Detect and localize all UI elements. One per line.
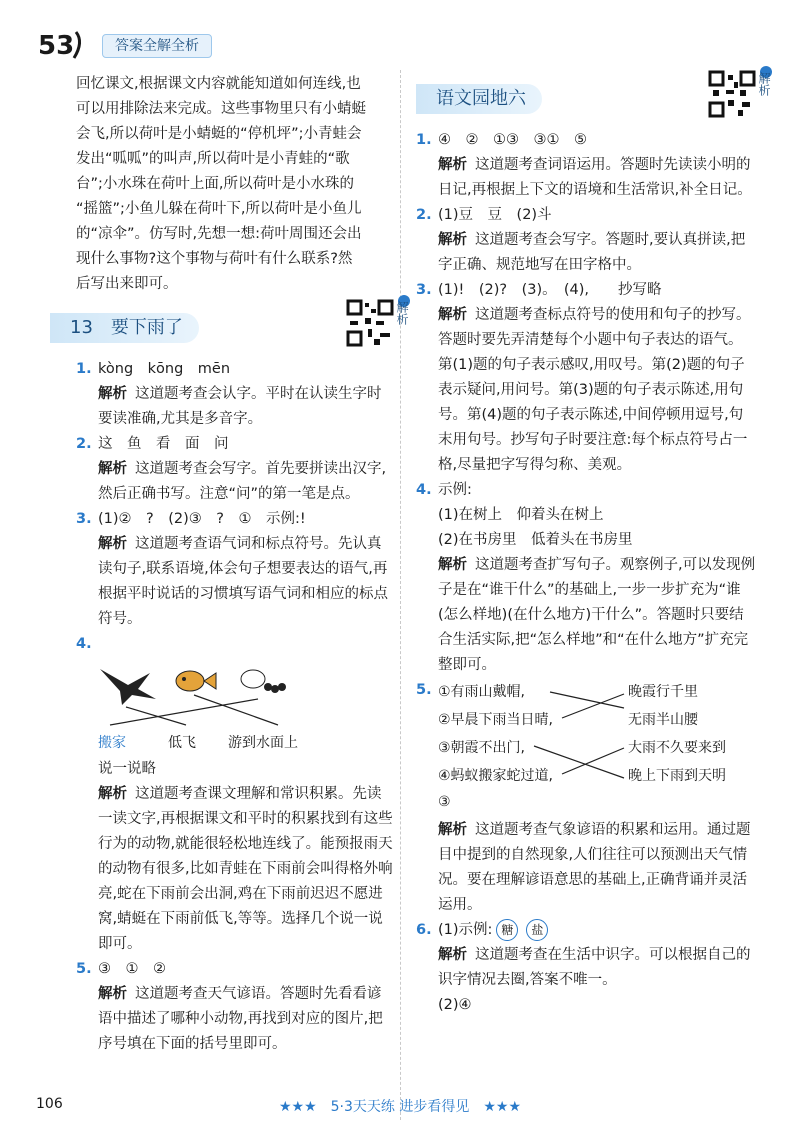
qr-caption: 解析 bbox=[757, 72, 771, 96]
left-column bbox=[70, 72, 409, 1057]
brand-logo-icon bbox=[36, 24, 98, 64]
section-header-lesson13 bbox=[70, 301, 409, 351]
circled-char: 盐 bbox=[526, 919, 548, 941]
question-1: 1. ④ ② ①③ ③① ⑤ 解析 这道题考查词语运用。答题时先读读小明的日记,再根据上下文的语境和生活常识,补全日记。 bbox=[416, 132, 752, 198]
proverb-left-item: ④蚂蚁搬家蛇过道, bbox=[438, 768, 554, 784]
svg-text:53: 53 bbox=[38, 31, 75, 61]
match-line bbox=[126, 707, 186, 725]
footer-tagline: ★★★ 5·3天天练 进步看得见 ★★★ bbox=[278, 1099, 522, 1115]
matching-figure bbox=[98, 659, 394, 755]
proverb-left-item: ②早晨下雨当日晴, bbox=[438, 712, 554, 728]
qr-code-icon[interactable] bbox=[346, 299, 394, 347]
question-2: 2. 这 鱼 看 面 问 解析 这道题考查会写字。首先要拼读出汉字,然后正确书写。注意“问”的第一笔是点。 bbox=[76, 436, 387, 502]
swallow-icon bbox=[100, 669, 156, 705]
page-number: 106 bbox=[36, 1096, 63, 1112]
proverb-right-item: 大雨不久要来到 bbox=[628, 740, 726, 756]
match-line bbox=[194, 695, 278, 725]
fish-icon bbox=[176, 671, 216, 691]
column-divider bbox=[400, 70, 401, 1120]
question-6: 6. (1)示例: 糖 盐 解析 这道题考查在生活中识字。可以根据自己的识字情况去圈,答案不唯一。 (2)④ bbox=[416, 918, 756, 1018]
page-footer bbox=[0, 1090, 800, 1120]
proverb-extra-answer: ③ bbox=[438, 794, 451, 810]
section-header-yuwen-yuandi bbox=[416, 72, 771, 122]
question-1: 1. kòng kōng mēn 解析 这道题考查会认字。平时在认读生字时要读准确,尤其是多音字。 bbox=[76, 361, 382, 427]
figure-label: 游到水面上 bbox=[228, 735, 298, 751]
question-4: 4. 搬家 低飞 游到水面上 说一说略 解析 这道题考查课文理解和常识积累。先读一读文字,再根据课文和平时的积累找到有这些行为的动物,就能很轻松地连线了。能预报雨天的动物有很多,比如青蛙在下雨前会叫得格外响亮,蛇在下雨前会出洞,鸡在下雨前迟迟不愿进窝,蜻蜓在下雨前低飞,等等。选择几个说一说即可。 bbox=[76, 632, 394, 957]
circled-char: 糖 bbox=[496, 919, 518, 941]
right-column bbox=[416, 72, 771, 1018]
section-title: 语文园地六 bbox=[416, 84, 542, 114]
question-3: 3. (1)! (2)? (3)。 (4), 抄写略 解析 这道题考查标点符号的使用和句子的抄写。答题时要先弄清楚每个小题中句子表达的语气。第(1)题的句子表示感叹,用叹号。第(2)题的句子表示疑问,用问号。第(3)题的句子表示陈述,用句号。第(4)题的句子表示陈述,中间停顿用逗号,句末用句号。抄写句子时要注意:每个标点符号占一格,尽量把字写得匀称、美观。 bbox=[416, 282, 751, 473]
ant-icon bbox=[241, 670, 286, 693]
proverb-left-item: ③朝霞不出门, bbox=[438, 740, 526, 756]
figure-label: 搬家 bbox=[98, 735, 126, 751]
match-line bbox=[550, 692, 624, 708]
header-label: 答案全解全析 bbox=[102, 34, 212, 58]
qr-caption: 解析 bbox=[395, 301, 409, 325]
question-3: 3. (1)② ? (2)③ ? ① 示例:! 解析 这道题考查语气词和标点符号。先认真读句子,联系语境,体会句子想要表达的语气,再根据平时说话的习惯填写语气词和相应的标点符号。 bbox=[76, 511, 388, 627]
proverb-left-item: ①有雨山戴帽, bbox=[438, 684, 526, 700]
qr-code-icon[interactable] bbox=[708, 70, 756, 118]
figure-label: 低飞 bbox=[168, 735, 196, 751]
question-5: 5. ①有雨山戴帽, ②早晨下雨当日晴, ③朝霞不出门, ④蚂蚁搬家蛇过道, 晚霞行千里 无雨半山腰 大雨不久要来到 晚上下雨到天明 ③ 解析 这道题考查气象谚语的积累和运用。通过题目中提到的自然现象,人们往往可以预测出天气情况。要在理解谚语意思的基础上,正确背诵并灵活运用。 bbox=[416, 678, 756, 918]
animal-matching-lines bbox=[98, 659, 398, 731]
question-2: 2. (1)豆 豆 (2)斗 解析 这道题考查会写字。答题时,要认真拼读,把字正确、规范地写在田字格中。 bbox=[416, 207, 746, 273]
proverb-matching bbox=[438, 678, 756, 816]
proverb-right-item: 无雨半山腰 bbox=[628, 712, 698, 728]
proverb-right-item: 晚上下雨到天明 bbox=[628, 768, 726, 784]
intro-paragraph: 回忆课文,根据课文内容就能知道如何连线,也 可以用排除法来完成。这些事物里只有小蜻蜓 会飞,所以荷叶是小蜻蜓的“停机坪”;小青蛙会 发出“呱呱”的叫声,所以荷叶是小青蛙的“歌 台”;小水珠在荷叶上面,所以荷叶是小水珠的 “摇篮”;小鱼儿躲在荷叶下,所以荷叶是小鱼儿 的“凉伞”。仿写时,先想一想:荷叶周围还会出 现什么事物?这个事物与荷叶有什么联系?然 后写出来即可。 bbox=[76, 76, 366, 292]
match-line bbox=[110, 699, 258, 725]
question-5: 5. ③ ① ② 解析 这道题考查天气谚语。答题时先看看谚语中描述了哪种小动物,再找到对应的图片,把序号填在下面的括号里即可。 bbox=[76, 961, 383, 1052]
section-title: 13 要下雨了 bbox=[50, 313, 199, 343]
question-4: 4. 示例: (1)在树上 仰着头在树上 (2)在书房里 低着头在书房里 解析 这道题考查扩写句子。观察例子,可以发现例子是在“谁干什么”的基础上,一步一步扩充为“谁(怎么样地)(在什么地方)干什么”。答题时只要结合生活实际,把“怎么样地”和“在什么地方”扩充完整即可。 bbox=[416, 482, 756, 673]
match-line bbox=[562, 748, 624, 774]
proverb-right-item: 晚霞行千里 bbox=[628, 684, 698, 700]
